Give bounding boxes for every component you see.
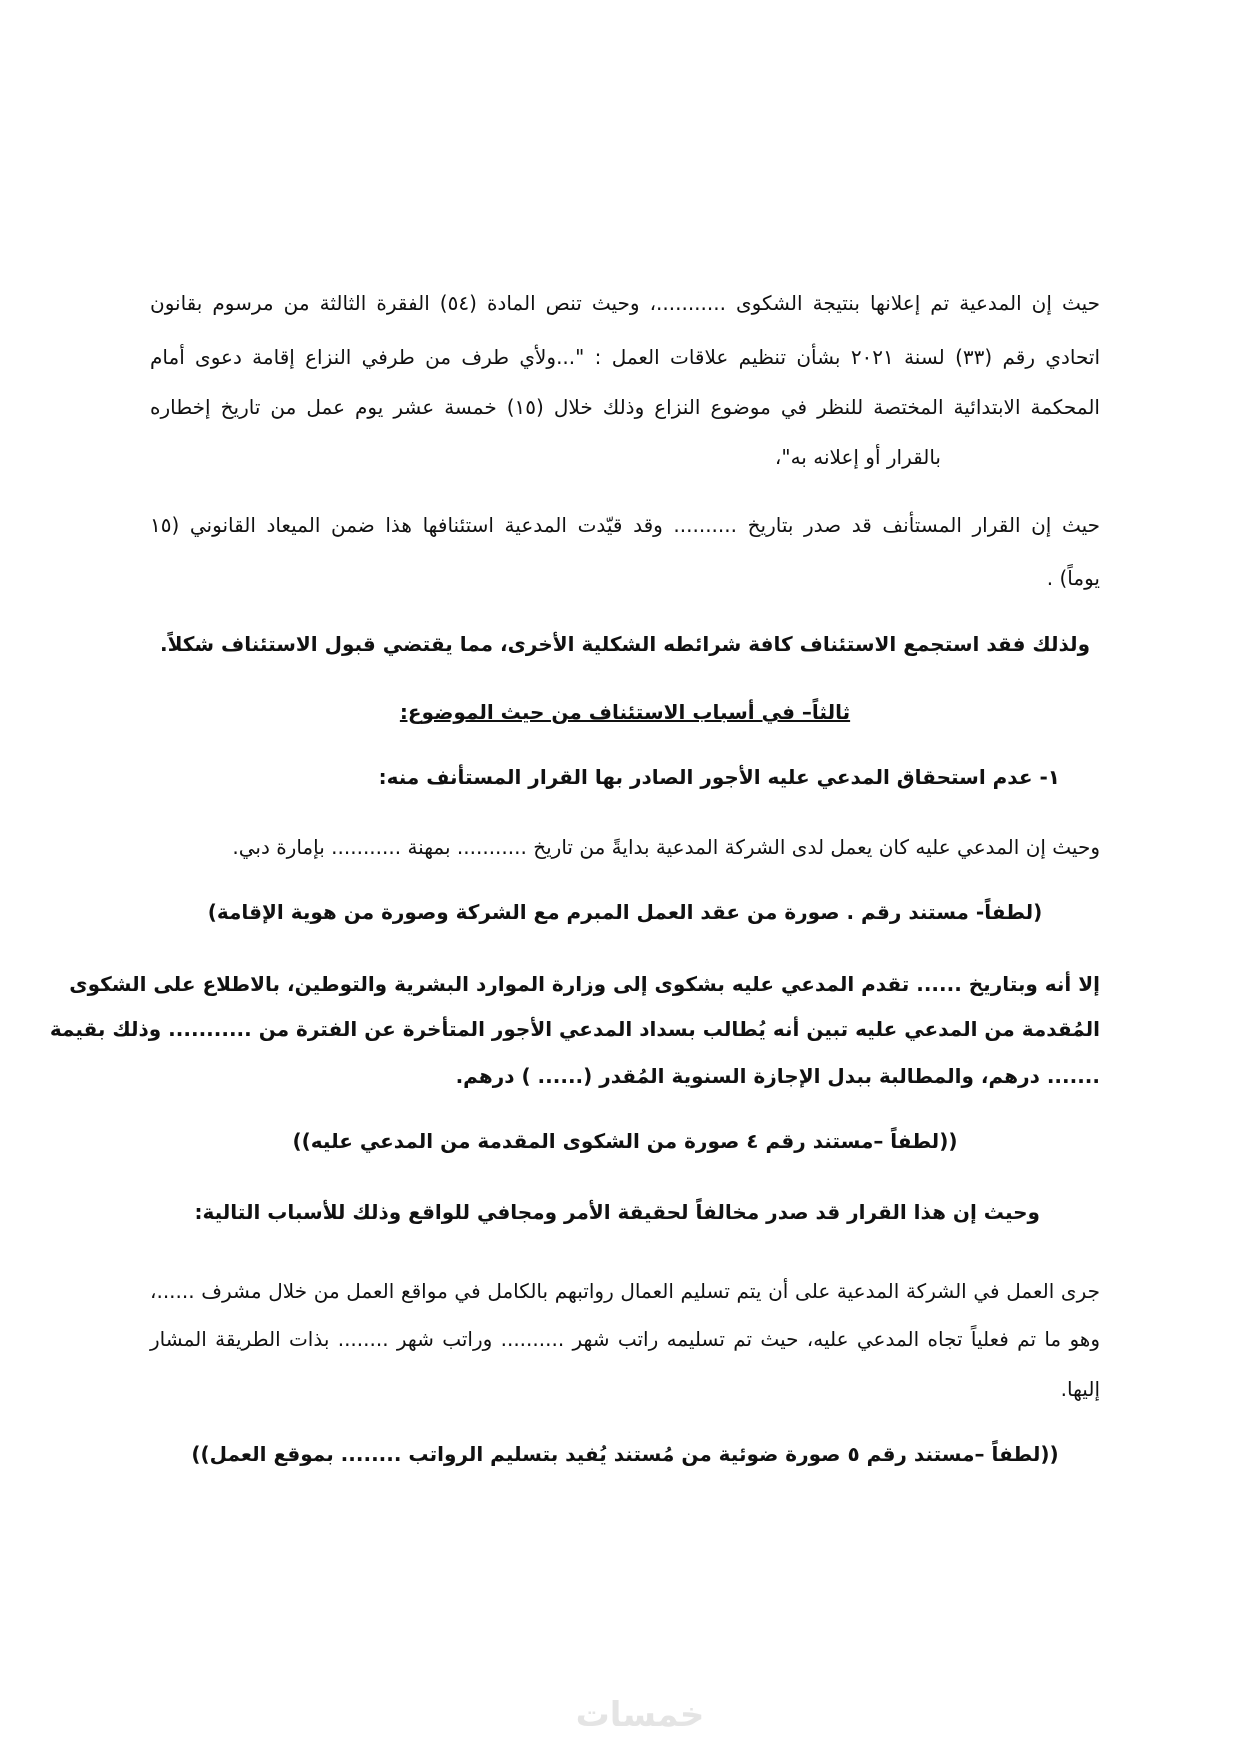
paragraph-line: جرى العمل في الشركة المدعية على أن يتم تسليم العمال رواتبهم بالكامل في مواقع العمل من خلال مشرف ......، [150, 1279, 1100, 1303]
paragraph-line: يوماً) . [1046, 566, 1100, 590]
watermark-logo: خمسات [575, 1695, 705, 1735]
paragraph-line: المُقدمة من المدعي عليه تبين أنه يُطالب بسداد المدعي الأجور المتأخرة عن الفترة من ........... وذلك بقيمة [49, 1017, 1100, 1041]
paragraph-line: حيث إن المدعية تم إعلانها بنتيجة الشكوى ...........، وحيث تنص المادة (٥٤) الفقرة الثالثة من مرسوم بقانون [150, 291, 1101, 315]
paragraph-line: وهو ما تم فعلياً تجاه المدعي عليه، حيث تم تسليمه راتب شهر .......... وراتب شهر ........ بذات الطريقة المشار [150, 1327, 1100, 1351]
paragraph-line: حيث إن القرار المستأنف قد صدر بتاريخ .......... وقد قيّدت المدعية استئنافها هذا ضمن الميعاد القانوني (١٥ [150, 513, 1100, 537]
reasons-intro: وحيث إن هذا القرار قد صدر مخالفاً لحقيقة الأمر ومجافي للواقع وذلك للأسباب التالية: [194, 1200, 1040, 1224]
section-heading [150, 697, 1100, 727]
paragraph-line: إلا أنه وبتاريخ ...... تقدم المدعي عليه بشكوى إلى وزارة الموارد البشرية والتوطين، بالاطلاع على الشكوى [69, 972, 1100, 996]
paragraph-line: بالقرار أو إعلانه به"، [774, 445, 941, 469]
paragraph-line: ....... درهم، والمطالبة ببدل الإجازة السنوية المُقدر (...... ) درهم. [455, 1064, 1100, 1088]
paragraph-line: وحيث إن المدعي عليه كان يعمل لدى الشركة المدعية بدايةً من تاريخ ........... بمهنة ........... بإمارة دبي. [232, 835, 1100, 859]
point-heading: ١- عدم استحقاق المدعي عليه الأجور الصادر بها القرار المستأنف منه: [378, 765, 1060, 789]
paragraph-line: اتحادي رقم (٣٣) لسنة ٢٠٢١ بشأن تنظيم علاقات العمل : "...ولأي طرف من طرفي النزاع إقامة دعوى أمام [150, 345, 1101, 369]
section-heading-text: ثالثاً– في أسباب الاستئناف من حيث الموضوع: [399, 700, 851, 724]
document-reference-note: ((لطفاً –مستند رقم ٥ صورة ضوئية من مُستند يُفيد بتسليم الرواتب ........ بموقع العمل)) [191, 1442, 1059, 1466]
document-reference-note: ((لطفاً –مستند رقم ٤ صورة من الشكوى المقدمة من المدعي عليه)) [292, 1129, 958, 1153]
document-reference-note: (لطفاً- مستند رقم . صورة من عقد العمل المبرم مع الشركة وصورة من هوية الإقامة) [207, 900, 1043, 924]
conclusion-text: ولذلك فقد استجمع الاستئناف كافة شرائطه الشكلية الأخرى، مما يقتضي قبول الاستئناف شكلاً. [159, 632, 1090, 656]
paragraph-line: المحكمة الابتدائية المختصة للنظر في موضوع النزاع وذلك خلال (١٥) خمسة عشر يوم عمل من تاريخ إخطاره [150, 395, 1100, 419]
paragraph-line: إليها. [1060, 1377, 1100, 1401]
